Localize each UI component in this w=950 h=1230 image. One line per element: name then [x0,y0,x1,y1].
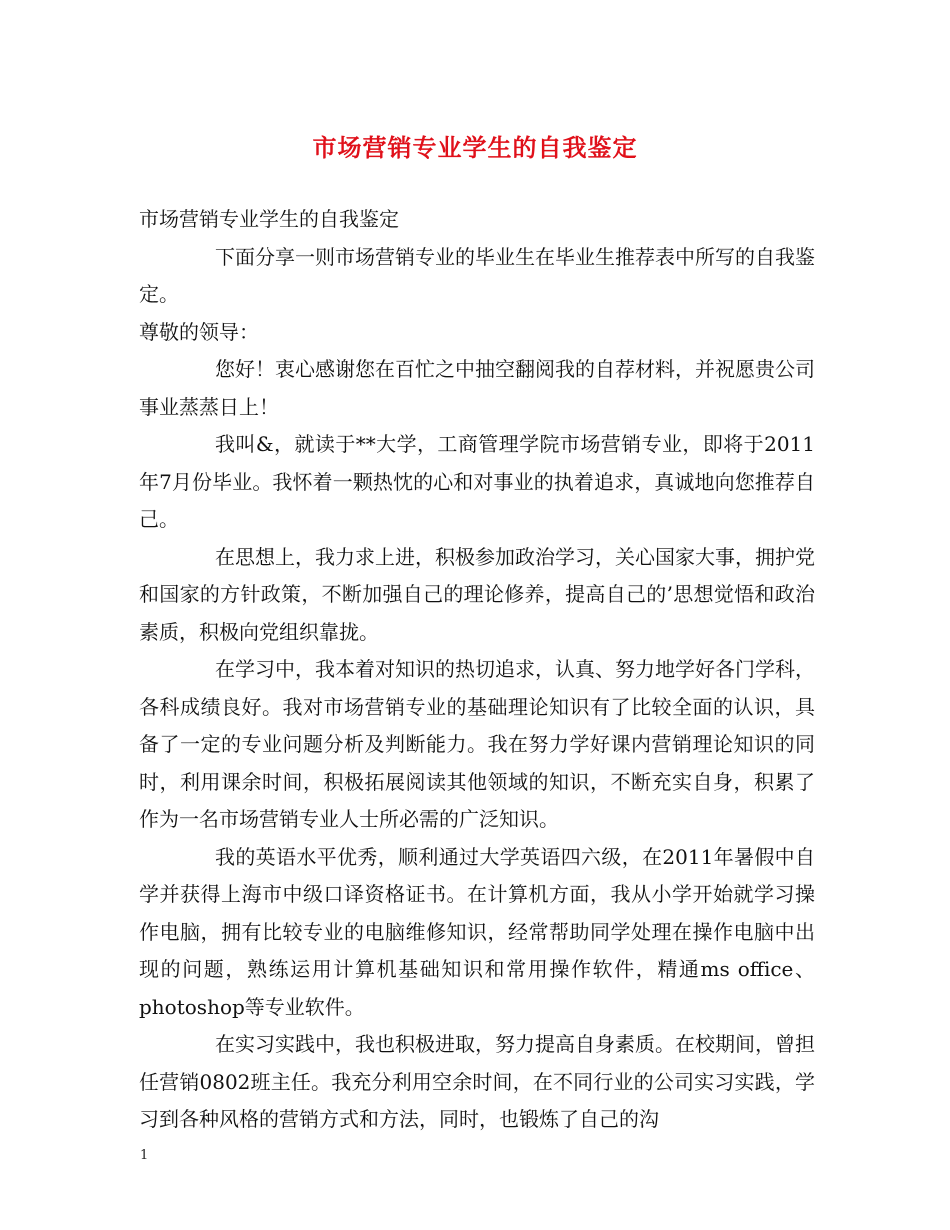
paragraph: 在思想上，我力求上进，积极参加政治学习，关心国家大事，拥护党和国家的方针政策，不断加强自己的理论修养，提高自己的’思想觉悟和政治素质，积极向党组织靠拢。 [139,544,815,644]
document-body [139,201,815,1139]
paragraph: 您好！衷心感谢您在百忙之中抽空翻阅我的自荐材料，并祝愿贵公司事业蒸蒸日上！ [139,357,815,419]
paragraph: 尊敬的领导： [139,319,259,344]
paragraph: 我的英语水平优秀，顺利通过大学英语四六级，在2011年暑假中自学并获得上海市中级口译资格证书。在计算机方面，我从小学开始就学习操作电脑，拥有比较专业的电脑维修知识，经常帮助同学处理在操作电脑中出现的问题，熟练运用计算机基础知识和常用操作软件，精通ms office、photoshop等专业软件。 [139,844,815,1019]
page-number: 1 [140,1148,149,1163]
paragraph: 市场营销专业学生的自我鉴定 [139,207,399,231]
paragraph: 下面分享一则市场营销专业的毕业生在毕业生推荐表中所写的自我鉴定。 [139,244,815,306]
document-title: 市场营销专业学生的自我鉴定 [312,133,638,162]
paragraph: 在实习实践中，我也积极进取，努力提高自身素质。在校期间，曾担任营销0802班主任。我充分利用空余时间，在不同行业的公司实习实践，学习到各种风格的营销方式和方法，同时，也锻炼了自己的沟 [139,1032,815,1131]
paragraph: 我叫&，就读于**大学，工商管理学院市场营销专业，即将于2011年7月份毕业。我怀着一颗热忱的心和对事业的执着追求，真诚地向您推荐自己。 [139,432,815,531]
paragraph: 在学习中，我本着对知识的热切追求，认真、努力地学好各门学科，各科成绩良好。我对市场营销专业的基础理论知识有了比较全面的认识，具备了一定的专业问题分析及判断能力。我在努力学好课内营销理论知识的同时，利用课余时间，积极拓展阅读其他领域的知识，不断充实自身，积累了作为一名市场营销专业人士所必需的广泛知识。 [139,657,815,831]
